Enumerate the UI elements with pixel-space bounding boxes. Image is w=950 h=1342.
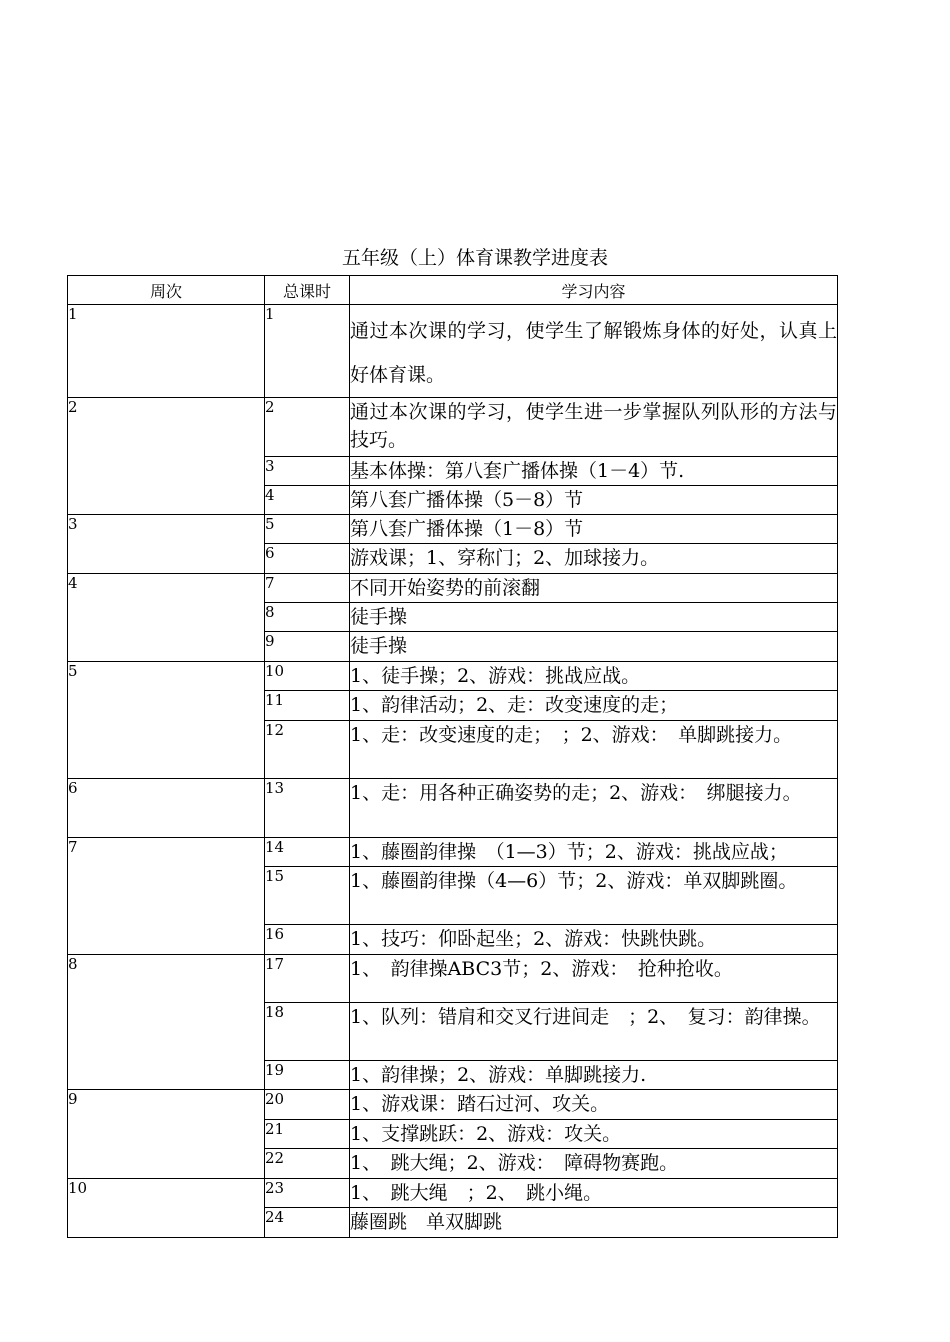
- week-cell: 5: [68, 662, 265, 779]
- lesson-number-cell: 13: [265, 779, 350, 838]
- lesson-content-cell: 1、徒手操；2、游戏：挑战应战。: [350, 662, 838, 691]
- lesson-number-cell: 8: [265, 603, 350, 632]
- lesson-content-cell: 1、支撑跳跃：2、游戏：攻关。: [350, 1120, 838, 1149]
- table-row: [68, 515, 838, 544]
- lesson-number-cell: 1: [265, 305, 350, 398]
- week-cell: 3: [68, 515, 265, 574]
- lesson-number-cell: 2: [265, 398, 350, 457]
- lesson-number-cell: 22: [265, 1149, 350, 1179]
- lesson-number-cell: 15: [265, 867, 350, 925]
- page-title: 五年级（上）体育课教学进度表: [341, 247, 608, 269]
- week-cell: 8: [68, 955, 265, 1090]
- lesson-number-cell: 6: [265, 544, 350, 574]
- week-cell: 4: [68, 574, 265, 662]
- week-cell: 2: [68, 398, 265, 515]
- schedule-table: [67, 275, 838, 1238]
- lesson-content-cell: 徒手操: [350, 632, 838, 662]
- table-row: [68, 305, 838, 398]
- lesson-content-cell: 1、韵律活动；2、走：改变速度的走；: [350, 691, 838, 721]
- table-row: [68, 955, 838, 1003]
- lesson-content-cell: 第八套广播体操（5－8）节: [350, 486, 838, 515]
- header-lesson: 总课时: [265, 276, 350, 305]
- lesson-content-cell: 1、走：用各种正确姿势的走；2、游戏： 绑腿接力。: [350, 779, 838, 838]
- lesson-content-cell: 藤圈跳 单双脚跳: [350, 1208, 838, 1238]
- lesson-number-cell: 24: [265, 1208, 350, 1238]
- lesson-content-cell: 通过本次课的学习，使学生了解锻炼身体的好处，认真上好体育课。: [350, 305, 838, 398]
- week-cell: 1: [68, 305, 265, 398]
- table-row: [68, 1090, 838, 1120]
- lesson-number-cell: 12: [265, 721, 350, 779]
- lesson-content-cell: 1、技巧：仰卧起坐；2、游戏：快跳快跳。: [350, 925, 838, 955]
- lesson-content-cell: 通过本次课的学习，使学生进一步掌握队列队形的方法与技巧。: [350, 398, 838, 457]
- lesson-content-cell: 徒手操: [350, 603, 838, 632]
- week-cell: 9: [68, 1090, 265, 1179]
- header-content: 学习内容: [350, 276, 838, 305]
- lesson-number-cell: 4: [265, 486, 350, 515]
- lesson-number-cell: 19: [265, 1061, 350, 1090]
- table-row: [68, 662, 838, 691]
- lesson-content-cell: 1、 韵律操ABC3节；2、游戏： 抢种抢收。: [350, 955, 838, 1003]
- lesson-number-cell: 5: [265, 515, 350, 544]
- lesson-number-cell: 21: [265, 1120, 350, 1149]
- table-row: [68, 574, 838, 603]
- lesson-content-cell: 基本体操：第八套广播体操（1－4）节.: [350, 457, 838, 486]
- header-week: 周次: [68, 276, 265, 305]
- lesson-content-cell: 1、藤圈韵律操（4—6）节；2、游戏：单双脚跳圈。: [350, 867, 838, 925]
- lesson-content-cell: 1、队列：错肩和交叉行进间走 ；2、 复习：韵律操。: [350, 1003, 838, 1061]
- schedule-body: [68, 305, 838, 1238]
- lesson-number-cell: 7: [265, 574, 350, 603]
- lesson-number-cell: 20: [265, 1090, 350, 1120]
- lesson-number-cell: 16: [265, 925, 350, 955]
- lesson-number-cell: 3: [265, 457, 350, 486]
- lesson-content-cell: 第八套广播体操（1－8）节: [350, 515, 838, 544]
- lesson-content-cell: 游戏课；1、穿称门；2、加球接力。: [350, 544, 838, 574]
- lesson-content-cell: 1、游戏课：踏石过河、攻关。: [350, 1090, 838, 1120]
- lesson-content-cell: 1、 跳大绳 ；2、 跳小绳。: [350, 1179, 838, 1208]
- lesson-number-cell: 23: [265, 1179, 350, 1208]
- lesson-number-cell: 18: [265, 1003, 350, 1061]
- table-row: [68, 1179, 838, 1208]
- lesson-number-cell: 10: [265, 662, 350, 691]
- lesson-content-cell: 1、藤圈韵律操 （1—3）节；2、游戏：挑战应战；: [350, 838, 838, 867]
- week-cell: 7: [68, 838, 265, 955]
- week-cell: 6: [68, 779, 265, 838]
- week-cell: 10: [68, 1179, 265, 1238]
- lesson-number-cell: 14: [265, 838, 350, 867]
- lesson-number-cell: 9: [265, 632, 350, 662]
- table-row: [68, 838, 838, 867]
- header-row: [68, 276, 838, 305]
- lesson-number-cell: 11: [265, 691, 350, 721]
- lesson-content-cell: 不同开始姿势的前滚翻: [350, 574, 838, 603]
- lesson-number-cell: 17: [265, 955, 350, 1003]
- lesson-content-cell: 1、 跳大绳；2、游戏： 障碍物赛跑。: [350, 1149, 838, 1179]
- table-row: [68, 779, 838, 838]
- lesson-content-cell: 1、走：改变速度的走； ；2、游戏： 单脚跳接力。: [350, 721, 838, 779]
- table-row: [68, 398, 838, 457]
- lesson-content-cell: 1、韵律操；2、游戏：单脚跳接力.: [350, 1061, 838, 1090]
